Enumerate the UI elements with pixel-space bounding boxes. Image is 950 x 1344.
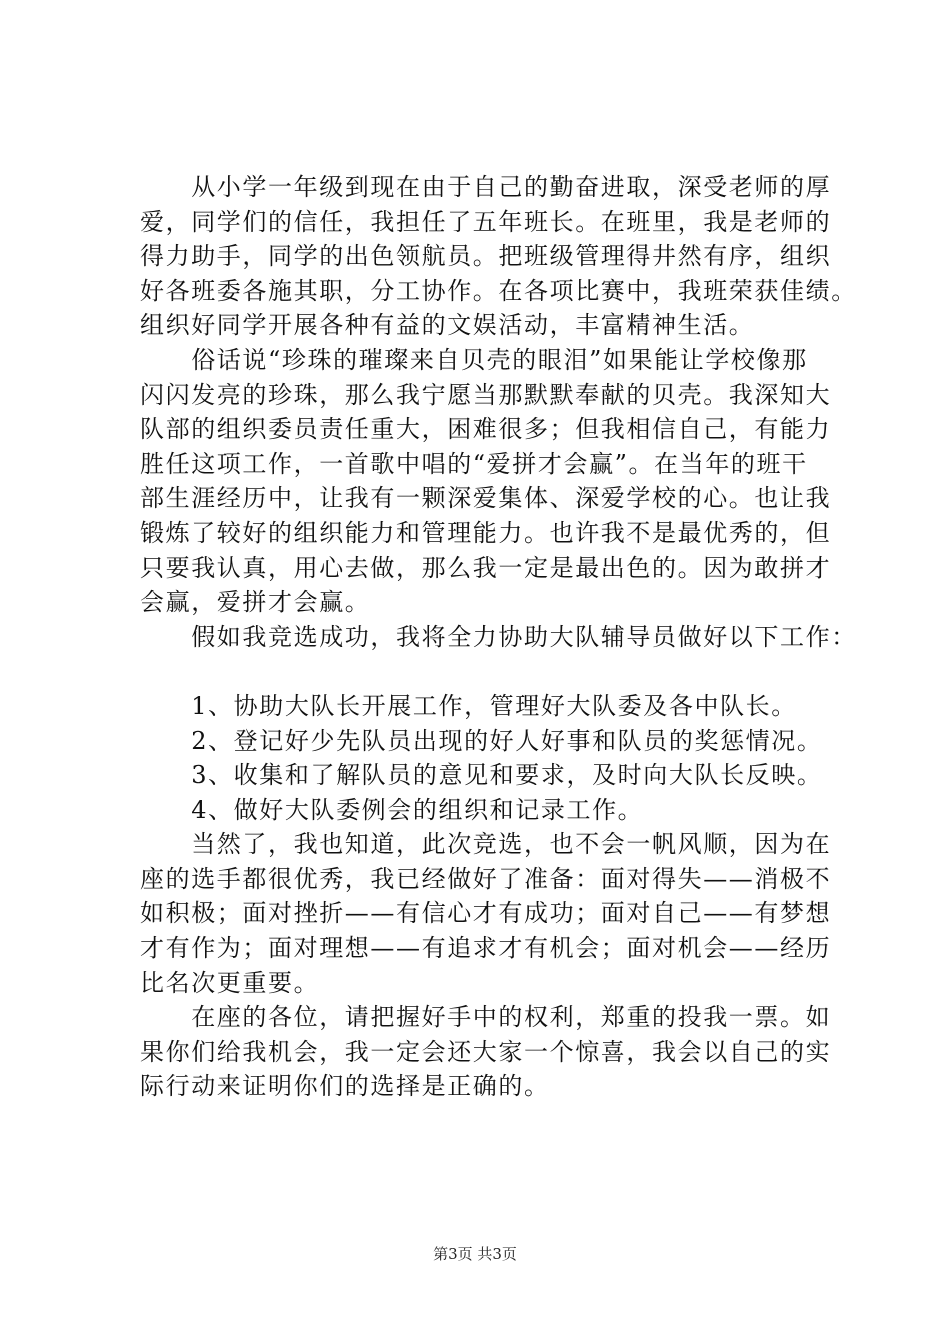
text-line: 得力助手，同学的出色领航员。把班级管理得井然有序，组织 [140, 242, 832, 271]
text-line: 际行动来证明你们的选择是正确的。 [140, 1072, 550, 1101]
text-line: 才有作为；面对理想——有追求才有机会；面对机会——经历 [140, 934, 832, 963]
text-line: 果你们给我机会，我一定会还大家一个惊喜，我会以自己的实 [140, 1037, 832, 1066]
text-line: 从小学一年级到现在由于自己的勤奋进取，深受老师的厚 [140, 173, 832, 201]
list-item: 2、登记好少先队员出现的好人好事和队员的奖惩情况。 [140, 726, 823, 755]
text-line: 只要我认真，用心去做，那么我一定是最出色的。因为敢拼才 [140, 553, 832, 582]
text-line: 好各班委各施其职，分工协作。在各项比赛中，我班荣获佳绩。 [140, 276, 857, 305]
text-line: 队部的组织委员责任重大，困难很多；但我相信自己，有能力 [140, 415, 832, 444]
text-line: 当然了，我也知道，此次竞选，也不会一帆风顺，因为在 [140, 830, 832, 859]
text-line: 座的选手都很优秀，我已经做好了准备：面对得失——消极不 [140, 864, 832, 893]
page-footer: 第3页 共3页 [433, 1245, 517, 1263]
text-line: 闪闪发亮的珍珠，那么我宁愿当那默默奉献的贝壳。我深知大 [140, 380, 832, 409]
text-line: 俗话说“珍珠的璀璨来自贝壳的眼泪”如果能让学校像那 [140, 345, 808, 374]
list-item: 3、收集和了解队员的意见和要求，及时向大队长反映。 [140, 761, 823, 790]
text-line: 爱，同学们的信任，我担任了五年班长。在班里，我是老师的 [140, 207, 832, 236]
text-line: 如积极；面对挫折——有信心才有成功；面对自己——有梦想 [140, 899, 832, 928]
text-line: 比名次更重要。 [140, 968, 320, 997]
text-line: 胜任这项工作，一首歌中唱的“爱拼才会赢”。在当年的班干 [140, 449, 808, 478]
list-item: 4、做好大队委例会的组织和记录工作。 [140, 795, 644, 824]
text-line: 组织好同学开展各种有益的文娱活动，丰富精神生活。 [140, 311, 755, 340]
text-line: 在座的各位，请把握好手中的权利，郑重的投我一票。如 [140, 1003, 832, 1032]
blank-line [140, 654, 845, 689]
text-line: 会赢，爱拼才会赢。 [140, 588, 371, 617]
body-text [140, 170, 857, 1104]
text-line: 假如我竞选成功，我将全力协助大队辅导员做好以下工作： [140, 622, 857, 651]
list-item: 1、协助大队长开展工作，管理好大队委及各中队长。 [140, 691, 797, 720]
text-line: 锻炼了较好的组织能力和管理能力。也许我不是最优秀的，但 [140, 518, 832, 547]
text-line: 部生涯经历中，让我有一颗深爱集体、深爱学校的心。也让我 [140, 484, 832, 513]
